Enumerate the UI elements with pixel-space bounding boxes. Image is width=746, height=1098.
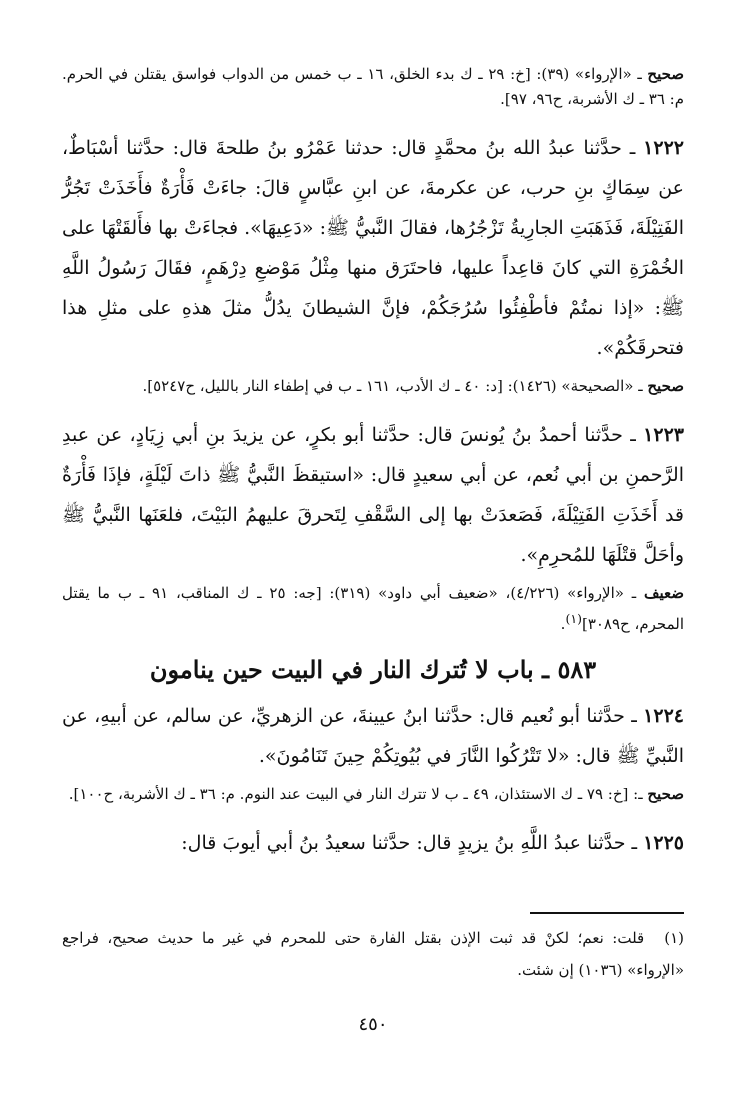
grading-note-3	[62, 581, 684, 637]
hadith-number: ١٢٢٤	[643, 705, 684, 727]
grade-label: صحيح	[647, 377, 684, 395]
chapter-heading: ٥٨٣ ـ باب لا تُترك النار في البيت حين ينامون	[149, 655, 597, 684]
grading-text: ـ «الصحيحة» (١٤٢٦): [د: ٤٠ ـ ك الأدب، ١٦١ ـ ب في إطفاء النار بالليل، ح٥٢٤٧].	[142, 377, 648, 395]
footnote-reference[interactable]: (١)	[565, 611, 582, 626]
grading-note-4	[62, 782, 684, 807]
footnote-divider	[530, 912, 684, 914]
hadith-text: ـ حدَّثنا عبدُ الله بنُ محمَّدٍ قال: حدثنا عَمْرُو بنُ طلحةَ قال: حدَّثنا أسْبَاطٌ، عن سِمَاكٍ بنِ حرب، عن عكرمةَ، عن ابنِ عبَّاسٍ قالَ: جاءَتْ فَأْرَةٌ فأَخَذَتْ تَجُرُّ الفَتِيْلَةَ، فَذَهَبَتِ الجارِيةُ تَزْجُرُها، فقالَ النَّبيُّ ﷺ: «دَعِيهَا». فجاءَتْ بها فأَلقَتْهَا على الخُمْرَةِ التي كانَ قاعِداً عليها، فاحتَرَق منها مِثْلُ مَوْضعِ دِرْهَمٍ، فقَالَ رَسُولُ اللَّهِ ﷺ: «إذا نمتُمْ فأطْفِئُوا سُرُجَكُمْ، فإنَّ الشيطانَ يدُلُّ مثلَ هذهِ على مثلِ هذا فتحرقَكُمْ».	[62, 137, 684, 359]
page-number: ٤٥٠	[358, 1014, 388, 1035]
page-body	[62, 62, 684, 869]
hadith-number: ١٢٢٣	[643, 424, 684, 446]
grade-label: صحيح	[647, 65, 685, 83]
hadith-1222	[62, 128, 684, 368]
hadith-text: ـ حدَّثنا أحمدُ بنُ يُونسَ قال: حدَّثنا أبو بكرٍ، عن يزيدَ بنِ أبي زِيَادٍ، عن عبدِ الرَّحمنِ بن أبي نُعم، عن أبي سعيدٍ قال: «استيقظَ النَّبيُّ ﷺ ذاتَ لَيْلَةٍ، فإذَا فَأْرَةٌ قد أَخَذَتِ الفَتِيْلَةَ، فَصَعدَتْ بها إلى السَّقْفِ لِتَحرقَ عليهمُ البَيْتَ، فلعَنَها النَّبيُّ ﷺ وأحَلَّ قتْلَهَا للمُحرِمِ».	[62, 424, 684, 566]
grade-label: صحيح	[647, 785, 684, 803]
grading-note-2	[62, 374, 684, 399]
hadith-1224	[62, 696, 684, 776]
hadith-number: ١٢٢٢	[643, 137, 684, 159]
hadith-text: ـ حدَّثنا عبدُ اللَّهِ بنُ يزيدٍ قال: حدَّثنا سعيدُ بنُ أبي أيوبَ قال:	[181, 832, 644, 854]
hadith-1225	[62, 823, 684, 863]
footnote-marker: (١)	[664, 929, 684, 947]
hadith-text: ـ حدَّثنا أبو نُعيم قال: حدَّثنا ابنُ عيينةَ، عن الزهريِّ، عن سالم، عن أبيهِ، عن النَّبيِّ ﷺ قال: «لا تَتْرُكُوا النَّارَ في بُيُوتِكُمْ حِينَ تَنَامُونَ».	[62, 705, 684, 767]
grading-text: ـ «الإرواء» (٣٩): [خ: ٢٩ ـ ك بدء الخلق، ١٦ ـ ب خمس من الدواب فواسق يقتلن في الحرم. م: ٣٦ ـ ك الأشربة، ح٩٦، ٩٧].	[62, 65, 684, 108]
footnote	[62, 922, 684, 986]
grade-label: ضعيف	[643, 584, 684, 602]
grading-text: ـ «الإرواء» (٤/٢٢٦)، «ضعيف أبي داود» (٣١٩): [جه: ٢٥ ـ ك المناقب، ٩١ ـ ب ما يقتل المحرم، ح٣٠٨٩]	[62, 584, 684, 633]
footnote-text: قلت: نعم؛ لكنْ قد ثبت الإذن بقتل الفارة حتى للمحرم في غير ما حديث صحيح، فراجع «الإرواء» (١٠٣٦) إن شئت.	[62, 929, 684, 979]
grading-note-1	[62, 62, 684, 112]
grading-text: ـ: [خ: ٧٩ ـ ك الاستئذان، ٤٩ ـ ب لا تترك النار في البيت عند النوم. م: ٣٦ ـ ك الأشربة، ح١٠٠].	[68, 785, 648, 803]
grading-text-end: .	[560, 615, 566, 633]
hadith-number: ١٢٢٥	[643, 832, 684, 854]
hadith-1223	[62, 415, 684, 575]
